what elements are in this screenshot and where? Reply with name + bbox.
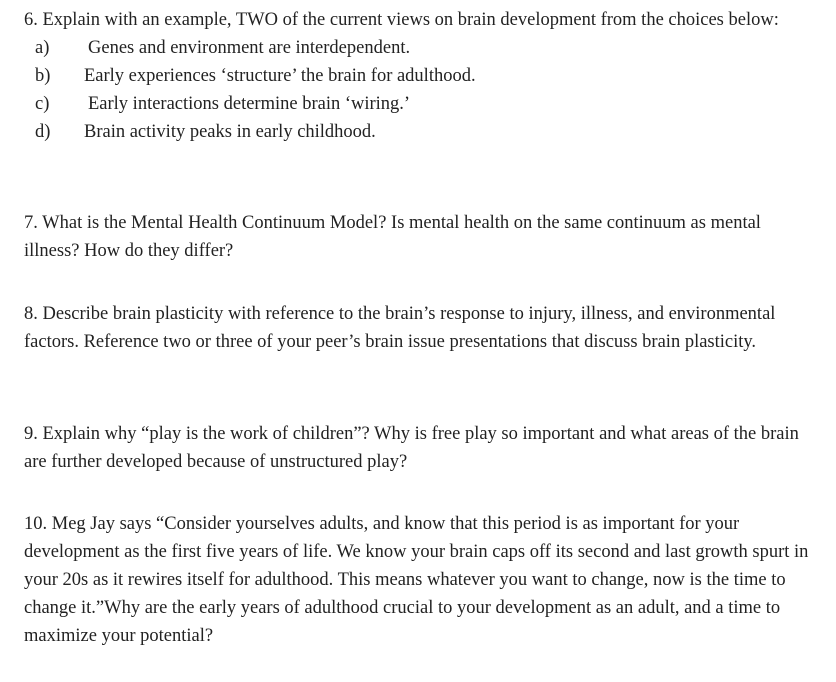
question-7 bbox=[24, 209, 814, 265]
question-8 bbox=[24, 300, 814, 356]
choice-text: Brain activity peaks in early childhood. bbox=[84, 122, 376, 142]
question-9-text: 9. Explain why “play is the work of children”? Why is free play so important and what areas of the brain are further developed because of unstructured play? bbox=[24, 424, 799, 472]
choice-d bbox=[24, 118, 814, 146]
question-7-text: 7. What is the Mental Health Continuum Model? Is mental health on the same continuum as mental illness? How do they differ? bbox=[24, 213, 761, 261]
choice-c bbox=[24, 90, 814, 118]
question-9 bbox=[24, 420, 814, 476]
choice-text: Early interactions determine brain ‘wiring.’ bbox=[88, 94, 411, 114]
question-10-text: 10. Meg Jay says “Consider yourselves adults, and know that this period is as important for your development as the first five years of life. We know your brain caps off its second and last growth spurt in your 20s as it rewires itself for adulthood. This means whatever you want to change, now is the time to change it.”Why are the early years of adulthood crucial to your development as an adult, and a time to maximize your potential? bbox=[24, 514, 809, 646]
choice-letter: b) bbox=[35, 66, 51, 86]
choice-text: Early experiences ‘structure’ the brain for adulthood. bbox=[84, 66, 476, 86]
question-8-text: 8. Describe brain plasticity with reference to the brain’s response to injury, illness, and environmental factors. Reference two or three of your peer’s brain issue presentations that discuss brain plasticity. bbox=[24, 304, 776, 352]
question-6-choices bbox=[24, 34, 814, 146]
choice-b bbox=[24, 62, 814, 90]
question-6 bbox=[24, 6, 814, 146]
choice-letter: a) bbox=[35, 38, 50, 58]
question-6-text: 6. Explain with an example, TWO of the current views on brain development from the choices below: bbox=[24, 10, 779, 30]
choice-letter: c) bbox=[35, 94, 50, 114]
choice-a bbox=[24, 34, 814, 62]
choice-text: Genes and environment are interdependent. bbox=[88, 38, 411, 58]
choice-letter: d) bbox=[35, 122, 51, 142]
question-10 bbox=[24, 510, 814, 650]
